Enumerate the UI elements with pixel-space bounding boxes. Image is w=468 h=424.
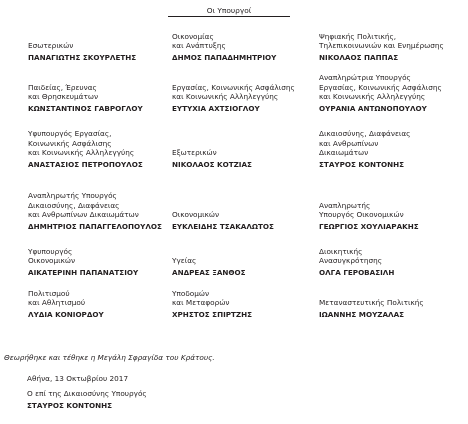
ministry-title: Ψηφιακής Πολιτικής, Τηλεπικοινωνιών και Ενημέρωσης <box>319 31 444 51</box>
minister-block <box>28 129 178 170</box>
ministry-title: Υφυπουργός Εργασίας, Κοινωνικής Ασφάλισης και Κοινωνικής Αλληλεγγύης <box>28 129 135 158</box>
ministry-title: Οικονομίας και Ανάπτυξης <box>172 31 226 51</box>
minister-block <box>319 201 467 232</box>
minister-name: ΟΛΓΑ ΓΕΡΟΒΑΣΙΛΗ <box>319 268 395 278</box>
minister-name: ΑΝΑΣΤΑΣΙΟΣ ΠΕΤΡΟΠΟΥΛΟΣ <box>28 160 143 170</box>
minister-block <box>319 73 467 114</box>
minister-name: ΧΡΗΣΤΟΣ ΣΠΙΡΤΖΗΣ <box>172 310 253 320</box>
ministers-grid <box>0 22 468 322</box>
minister-name: ΙΩΑΝΝΗΣ ΜΟΥΖΑΛΑΣ <box>319 310 405 320</box>
minister-block <box>28 289 178 320</box>
signature-block <box>27 374 147 411</box>
signatory-role: Ο επί της Δικαιοσύνης Υπουργός <box>27 389 147 399</box>
minister-name: ΕΥΚΛΕΙΔΗΣ ΤΣΑΚΑΛΩΤΟΣ <box>172 222 274 232</box>
seal-declaration: Θεωρήθηκε και τέθηκε η Μεγάλη Σφραγίδα του Κράτους. <box>4 353 215 362</box>
ministry-title: Υφυπουργός Οικονομικών <box>28 246 76 266</box>
minister-name: ΣΤΑΥΡΟΣ ΚΟΝΤΟΝΗΣ <box>319 160 405 170</box>
ministers-heading: Οι Υπουργοί <box>168 5 290 17</box>
minister-name: ΝΙΚΟΛΑΟΣ ΠΑΠΠΑΣ <box>319 53 399 63</box>
minister-block <box>172 256 322 278</box>
ministry-title: Αναπληρωτής Υπουργός Δικαιοσύνης, Διαφάνειας και Ανθρωπίνων Δικαιωμάτων <box>28 191 139 220</box>
ministry-title: Μεταναστευτικής Πολιτικής <box>319 298 424 308</box>
minister-block <box>319 32 467 63</box>
ministry-title: Υποδομών και Μεταφορών <box>172 288 230 308</box>
ministry-title: Παιδείας, Έρευνας και Θρησκευμάτων <box>28 82 99 102</box>
place-date: Αθήνα, 13 Οκτωβρίου 2017 <box>27 374 129 383</box>
minister-name: ΟΥΡΑΝΙΑ ΑΝΤΩΝΟΠΟΥΛΟΥ <box>319 104 427 114</box>
minister-name: ΕΥΤΥΧΙΑ ΑΧΤΣΙΟΓΛΟΥ <box>172 104 260 114</box>
ministry-title: Εργασίας, Κοινωνικής Ασφάλισης και Κοινωνικής Αλληλεγγύης <box>172 82 295 102</box>
ministry-title: Διοικητικής Ανασυγκρότησης <box>319 246 382 266</box>
minister-block <box>28 41 178 63</box>
minister-name: ΑΙΚΑΤΕΡΙΝΗ ΠΑΠΑΝΑΤΣΙΟΥ <box>28 268 139 278</box>
minister-block <box>319 247 467 278</box>
minister-block <box>319 298 467 320</box>
minister-block <box>172 32 322 63</box>
minister-block <box>28 247 178 278</box>
signatory-name: ΣΤΑΥΡΟΣ ΚΟΝΤΟΝΗΣ <box>27 401 113 411</box>
minister-block <box>172 289 322 320</box>
minister-block <box>172 83 322 114</box>
ministry-title: Αναπληρωτής Υπουργός Οικονομικών <box>319 200 404 220</box>
minister-name: ΔΗΜΗΤΡΙΟΣ ΠΑΠΑΓΓΕΛΟΠΟΥΛΟΣ <box>28 222 162 232</box>
ministry-title: Αναπληρώτρια Υπουργός Εργασίας, Κοινωνικής Ασφάλισης και Κοινωνικής Αλληλεγγύης <box>319 73 442 102</box>
minister-block <box>319 129 467 170</box>
ministry-title: Πολιτισμού και Αθλητισμού <box>28 288 86 308</box>
minister-block <box>28 191 178 232</box>
minister-block <box>172 210 322 232</box>
minister-name: ΔΗΜΟΣ ΠΑΠΑΔΗΜΗΤΡΙΟΥ <box>172 53 277 63</box>
ministry-title: Εξωτερικών <box>172 148 217 158</box>
minister-block <box>172 148 322 170</box>
minister-name: ΚΩΝΣΤΑΝΤΙΝΟΣ ΓΑΒΡΟΓΛΟΥ <box>28 104 143 114</box>
minister-name: ΝΙΚΟΛΑΟΣ ΚΟΤΖΙΑΣ <box>172 160 252 170</box>
ministry-title: Δικαιοσύνης, Διαφάνειας και Ανθρωπίνων Δικαιωμάτων <box>319 129 411 158</box>
minister-name: ΓΕΩΡΓΙΟΣ ΧΟΥΛΙΑΡΑΚΗΣ <box>319 222 419 232</box>
minister-name: ΑΝΔΡΕΑΣ ΞΑΝΘΟΣ <box>172 268 246 278</box>
ministry-title: Υγείας <box>172 256 197 266</box>
minister-block <box>28 83 178 114</box>
ministry-title: Οικονομικών <box>172 210 220 220</box>
minister-name: ΛΥΔΙΑ ΚΟΝΙΟΡΔΟΥ <box>28 310 104 320</box>
minister-name: ΠΑΝΑΓΙΩΤΗΣ ΣΚΟΥΡΛΕΤΗΣ <box>28 53 137 63</box>
ministry-title: Εσωτερικών <box>28 41 74 51</box>
